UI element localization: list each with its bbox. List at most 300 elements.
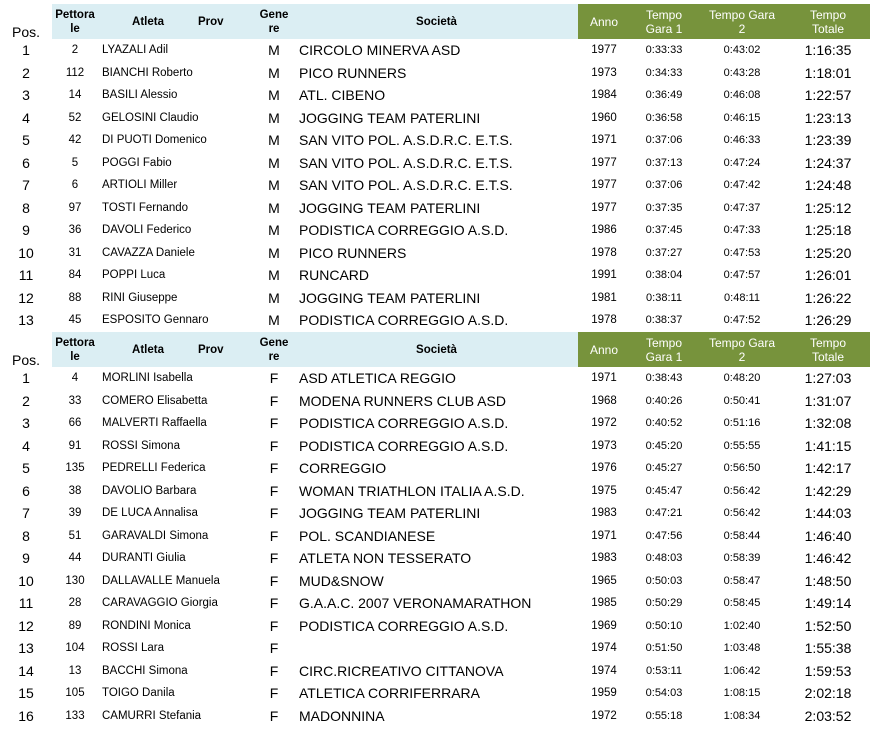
cell-bib-number: 66: [68, 417, 82, 430]
result-row: [0, 264, 870, 287]
header-athlete: Atleta: [98, 4, 198, 39]
cell-time-race2: 0:46:15: [723, 111, 761, 124]
header-time2: Tempo Gara 2: [698, 332, 786, 367]
result-row: [0, 615, 870, 638]
cell-position: 3: [22, 415, 30, 432]
cell-year: 1968: [591, 394, 617, 407]
cell-position: 5: [22, 132, 30, 149]
cell-position: 9: [22, 222, 30, 239]
cell-total-time: 1:32:08: [804, 415, 852, 432]
cell-gender: F: [269, 437, 279, 454]
cell-club: JOGGING TEAM PATERLINI: [299, 109, 481, 126]
cell-gender: F: [269, 662, 279, 679]
cell-year: 1974: [591, 642, 617, 655]
cell-bib-number: 88: [68, 291, 82, 304]
cell-year: 1985: [591, 597, 617, 610]
cell-gender: M: [268, 267, 280, 284]
cell-total-time: 2:02:18: [804, 685, 852, 702]
cell-athlete-name: DI PUOTI Domenico: [102, 134, 207, 147]
cell-year: 1965: [591, 574, 617, 587]
cell-club: MODENA RUNNERS CLUB ASD: [299, 392, 506, 409]
cell-year: 1981: [591, 291, 617, 304]
cell-position: 10: [18, 244, 34, 261]
cell-total-time: 1:44:03: [804, 505, 852, 522]
cell-club: PICO RUNNERS: [299, 244, 407, 261]
cell-athlete-name: RONDINI Monica: [102, 619, 191, 632]
cell-athlete-name: ROSSI Lara: [102, 642, 164, 655]
cell-gender: F: [269, 415, 279, 432]
cell-year: 1977: [591, 44, 617, 57]
cell-year: 1969: [591, 619, 617, 632]
cell-total-time: 1:25:18: [804, 222, 852, 239]
cell-club: CIRCOLO MINERVA ASD: [299, 42, 461, 59]
cell-gender: M: [268, 199, 280, 216]
cell-year: 1984: [591, 89, 617, 102]
cell-athlete-name: CARAVAGGIO Giorgia: [102, 597, 218, 610]
cell-gender: F: [269, 392, 279, 409]
cell-position: 4: [22, 437, 30, 454]
cell-total-time: 1:16:35: [804, 42, 852, 59]
cell-time-race1: 0:51:50: [645, 642, 683, 655]
cell-province: [198, 682, 253, 705]
cell-athlete-name: ESPOSITO Gennaro: [102, 314, 209, 327]
cell-position: 15: [18, 685, 34, 702]
cell-bib-number: 6: [71, 179, 79, 192]
cell-total-time: 1:42:29: [804, 482, 852, 499]
cell-athlete-name: GELOSINI Claudio: [102, 111, 199, 124]
result-row: [0, 502, 870, 525]
cell-total-time: 1:49:14: [804, 595, 852, 612]
cell-club: WOMAN TRIATHLON ITALIA A.S.D.: [299, 482, 525, 499]
cell-total-time: 1:26:01: [804, 267, 852, 284]
result-row: [0, 435, 870, 458]
cell-bib-number: 97: [68, 201, 82, 214]
header-year: Anno: [578, 4, 630, 39]
cell-athlete-name: MALVERTI Raffaella: [102, 417, 207, 430]
cell-province: [198, 547, 253, 570]
header-bib: Pettora le: [52, 332, 98, 367]
cell-position: 2: [22, 64, 30, 81]
result-row: [0, 682, 870, 705]
cell-time-race1: 0:37:06: [645, 134, 683, 147]
cell-bib-number: 84: [68, 269, 82, 282]
cell-bib-number: 33: [68, 394, 82, 407]
header-year: Anno: [578, 332, 630, 367]
cell-club: POL. SCANDIANESE: [299, 527, 436, 544]
cell-total-time: 1:48:50: [804, 572, 852, 589]
header-time2: Tempo Gara 2: [698, 4, 786, 39]
cell-bib-number: 14: [68, 89, 82, 102]
cell-club: JOGGING TEAM PATERLINI: [299, 289, 481, 306]
men-header-row: [0, 4, 870, 39]
cell-total-time: 1:24:48: [804, 177, 852, 194]
cell-position: 1: [22, 42, 30, 59]
cell-total-time: 1:23:13: [804, 109, 852, 126]
cell-total-time: 1:46:40: [804, 527, 852, 544]
cell-year: 1971: [591, 134, 617, 147]
cell-province: [198, 660, 253, 683]
cell-time-race1: 0:54:03: [645, 687, 683, 700]
header-pos: Pos.: [11, 24, 40, 40]
cell-gender: M: [268, 109, 280, 126]
cell-province: [198, 39, 253, 62]
cell-athlete-name: DAVOLI Federico: [102, 224, 192, 237]
cell-position: 8: [22, 527, 30, 544]
cell-club: SAN VITO POL. A.S.D.R.C. E.T.S.: [299, 154, 513, 171]
cell-position: 5: [22, 460, 30, 477]
header-total: Tempo Totale: [786, 4, 870, 39]
cell-bib-number: 38: [68, 484, 82, 497]
cell-province: [198, 62, 253, 85]
cell-province: [198, 705, 253, 728]
cell-time-race1: 0:38:43: [645, 372, 683, 385]
cell-year: 1983: [591, 552, 617, 565]
cell-year: 1972: [591, 417, 617, 430]
cell-year: 1978: [591, 246, 617, 259]
result-row: [0, 480, 870, 503]
cell-time-race2: 0:50:41: [723, 394, 761, 407]
cell-club: CIRC.RICREATIVO CITTANOVA: [299, 662, 504, 679]
cell-bib-number: 5: [71, 156, 79, 169]
cell-athlete-name: TOIGO Danila: [102, 687, 175, 700]
cell-year: 1973: [591, 66, 617, 79]
cell-time-race2: 0:47:37: [723, 201, 761, 214]
cell-time-race1: 0:45:27: [645, 462, 683, 475]
cell-bib-number: 104: [65, 642, 85, 655]
cell-time-race1: 0:38:37: [645, 314, 683, 327]
cell-time-race1: 0:50:10: [645, 619, 683, 632]
result-row: [0, 367, 870, 390]
header-time1: Tempo Gara 1: [630, 332, 698, 367]
cell-gender: M: [268, 154, 280, 171]
cell-time-race2: 0:47:57: [723, 269, 761, 282]
cell-bib-number: 2: [71, 44, 79, 57]
cell-gender: F: [269, 640, 279, 657]
cell-position: 16: [18, 707, 34, 724]
cell-gender: M: [268, 289, 280, 306]
cell-club: PODISTICA CORREGGIO A.S.D.: [299, 312, 509, 329]
result-row: [0, 547, 870, 570]
result-row: [0, 570, 870, 593]
cell-time-race2: 0:48:20: [723, 372, 761, 385]
cell-time-race1: 0:40:52: [645, 417, 683, 430]
cell-athlete-name: CAMURRI Stefania: [102, 709, 202, 722]
cell-position: 3: [22, 87, 30, 104]
cell-year: 1977: [591, 156, 617, 169]
cell-time-race2: 0:56:42: [723, 507, 761, 520]
header-prov: Prov: [198, 332, 253, 367]
cell-position: 13: [18, 312, 34, 329]
cell-bib-number: 45: [68, 314, 82, 327]
cell-time-race2: 0:46:33: [723, 134, 761, 147]
cell-total-time: 1:41:15: [804, 437, 852, 454]
cell-athlete-name: BASILI Alessio: [102, 89, 178, 102]
cell-position: 12: [18, 617, 34, 634]
result-row: [0, 62, 870, 85]
cell-position: 12: [18, 289, 34, 306]
cell-year: 1976: [591, 462, 617, 475]
cell-time-race1: 0:37:06: [645, 179, 683, 192]
result-row: [0, 592, 870, 615]
cell-province: [198, 637, 253, 660]
cell-position: 4: [22, 109, 30, 126]
cell-total-time: 1:22:57: [804, 87, 852, 104]
cell-bib-number: 91: [68, 439, 82, 452]
result-row: [0, 152, 870, 175]
header-gender: Gene re: [253, 4, 295, 39]
cell-time-race2: 1:08:34: [723, 709, 761, 722]
cell-gender: F: [269, 370, 279, 387]
cell-time-race2: 1:08:15: [723, 687, 761, 700]
cell-athlete-name: POPPI Luca: [102, 269, 166, 282]
result-row: [0, 219, 870, 242]
cell-year: 1975: [591, 484, 617, 497]
header-club: Società: [295, 332, 578, 367]
cell-time-race1: 0:40:26: [645, 394, 683, 407]
header-total: Tempo Totale: [786, 332, 870, 367]
cell-time-race2: 0:47:52: [723, 314, 761, 327]
cell-club: ATLETA NON TESSERATO: [299, 550, 472, 567]
cell-position: 2: [22, 392, 30, 409]
cell-time-race1: 0:45:20: [645, 439, 683, 452]
result-row: [0, 197, 870, 220]
cell-bib-number: 130: [65, 574, 85, 587]
cell-time-race1: 0:55:18: [645, 709, 683, 722]
cell-time-race1: 0:33:33: [645, 44, 683, 57]
cell-bib-number: 133: [65, 709, 85, 722]
cell-gender: F: [269, 527, 279, 544]
result-row: [0, 129, 870, 152]
cell-bib-number: 105: [65, 687, 85, 700]
cell-year: 1991: [591, 269, 617, 282]
cell-time-race2: 0:47:42: [723, 179, 761, 192]
cell-athlete-name: BIANCHI Roberto: [102, 66, 193, 79]
cell-year: 1960: [591, 111, 617, 124]
cell-time-race2: 0:58:44: [723, 529, 761, 542]
result-row: [0, 637, 870, 660]
cell-year: 1977: [591, 179, 617, 192]
cell-province: [198, 84, 253, 107]
cell-position: 11: [18, 595, 34, 612]
cell-athlete-name: PEDRELLI Federica: [102, 462, 206, 475]
cell-time-race2: 1:03:48: [723, 642, 761, 655]
cell-total-time: 1:42:17: [804, 460, 852, 477]
cell-bib-number: 13: [68, 664, 82, 677]
header-bib: Pettora le: [52, 4, 98, 39]
cell-club: PODISTICA CORREGGIO A.S.D.: [299, 617, 509, 634]
cell-club: PODISTICA CORREGGIO A.S.D.: [299, 415, 509, 432]
result-row: [0, 412, 870, 435]
cell-gender: M: [268, 177, 280, 194]
cell-province: [198, 502, 253, 525]
women-results-table: [0, 332, 870, 727]
cell-time-race2: 0:47:24: [723, 156, 761, 169]
cell-province: [198, 367, 253, 390]
result-row: [0, 242, 870, 265]
cell-club: PODISTICA CORREGGIO A.S.D.: [299, 222, 509, 239]
cell-province: [198, 264, 253, 287]
cell-time-race1: 0:37:13: [645, 156, 683, 169]
cell-athlete-name: DURANTI Giulia: [102, 552, 186, 565]
cell-gender: M: [268, 87, 280, 104]
cell-club: ATLETICA CORRIFERRARA: [299, 685, 480, 702]
cell-gender: F: [269, 505, 279, 522]
cell-time-race1: 0:37:45: [645, 224, 683, 237]
result-row: [0, 84, 870, 107]
cell-athlete-name: BACCHI Simona: [102, 664, 188, 677]
cell-year: 1983: [591, 507, 617, 520]
cell-bib-number: 52: [68, 111, 82, 124]
cell-time-race2: 0:56:42: [723, 484, 761, 497]
cell-year: 1959: [591, 687, 617, 700]
cell-club: CORREGGIO: [299, 460, 387, 477]
result-row: [0, 287, 870, 310]
cell-time-race1: 0:47:56: [645, 529, 683, 542]
cell-bib-number: 31: [68, 246, 82, 259]
cell-bib-number: 42: [68, 134, 82, 147]
cell-time-race2: 0:46:08: [723, 89, 761, 102]
cell-club: ASD ATLETICA REGGIO: [299, 370, 456, 387]
cell-time-race2: 0:55:55: [723, 439, 761, 452]
result-row: [0, 705, 870, 728]
cell-province: [198, 615, 253, 638]
cell-province: [198, 457, 253, 480]
cell-position: 8: [22, 199, 30, 216]
cell-position: 13: [18, 640, 34, 657]
cell-gender: F: [269, 460, 279, 477]
cell-club: MUD&SNOW: [299, 572, 384, 589]
cell-province: [198, 480, 253, 503]
cell-bib-number: 44: [68, 552, 82, 565]
header-gender: Gene re: [253, 332, 295, 367]
cell-athlete-name: GARAVALDI Simona: [102, 529, 209, 542]
cell-athlete-name: MORLINI Isabella: [102, 372, 193, 385]
cell-province: [198, 435, 253, 458]
women-header-row: [0, 332, 870, 367]
cell-club: PODISTICA CORREGGIO A.S.D.: [299, 437, 509, 454]
cell-province: [198, 174, 253, 197]
header-pos: Pos.: [11, 352, 40, 368]
cell-gender: F: [269, 707, 279, 724]
cell-province: [198, 197, 253, 220]
cell-time-race1: 0:48:03: [645, 552, 683, 565]
cell-time-race2: 0:58:47: [723, 574, 761, 587]
cell-time-race2: 1:02:40: [723, 619, 761, 632]
cell-club: SAN VITO POL. A.S.D.R.C. E.T.S.: [299, 177, 513, 194]
cell-year: 1986: [591, 224, 617, 237]
result-row: [0, 457, 870, 480]
cell-time-race2: 0:47:33: [723, 224, 761, 237]
cell-time-race2: 0:48:11: [724, 291, 760, 304]
cell-time-race1: 0:47:21: [645, 507, 683, 520]
cell-club: RUNCARD: [299, 267, 369, 284]
men-results-table: [0, 4, 870, 332]
cell-time-race2: 0:51:16: [723, 417, 761, 430]
cell-time-race1: 0:36:49: [645, 89, 683, 102]
cell-position: 9: [22, 550, 30, 567]
cell-total-time: 1:59:53: [804, 662, 852, 679]
cell-club: ATL. CIBENO: [299, 87, 386, 104]
header-prov: Prov: [198, 4, 253, 39]
cell-gender: M: [268, 64, 280, 81]
cell-athlete-name: COMERO Elisabetta: [102, 394, 208, 407]
result-row: [0, 107, 870, 130]
cell-province: [198, 152, 253, 175]
result-row: [0, 39, 870, 62]
cell-time-race2: 0:56:50: [723, 462, 761, 475]
header-athlete: Atleta: [98, 332, 198, 367]
cell-gender: F: [269, 617, 279, 634]
cell-gender: M: [268, 244, 280, 261]
cell-time-race2: 0:58:39: [723, 552, 761, 565]
cell-gender: M: [268, 312, 280, 329]
cell-gender: F: [269, 595, 279, 612]
cell-time-race1: 0:37:35: [645, 201, 683, 214]
cell-bib-number: 135: [65, 462, 85, 475]
cell-athlete-name: DALLAVALLE Manuela: [102, 574, 220, 587]
cell-total-time: 1:26:29: [804, 312, 852, 329]
cell-total-time: 1:27:03: [804, 370, 852, 387]
cell-position: 7: [22, 177, 30, 194]
cell-position: 14: [18, 662, 34, 679]
cell-gender: M: [268, 132, 280, 149]
cell-club: PICO RUNNERS: [299, 64, 407, 81]
cell-province: [198, 219, 253, 242]
cell-athlete-name: TOSTI Fernando: [102, 201, 189, 214]
cell-time-race1: 0:38:04: [645, 269, 683, 282]
result-row: [0, 174, 870, 197]
cell-athlete-name: ROSSI Simona: [102, 439, 180, 452]
cell-position: 11: [18, 267, 34, 284]
header-club: Società: [295, 4, 578, 39]
cell-year: 1974: [591, 664, 617, 677]
result-row: [0, 390, 870, 413]
cell-gender: F: [269, 572, 279, 589]
cell-time-race2: 0:43:02: [723, 44, 761, 57]
cell-time-race2: 0:43:28: [723, 66, 761, 79]
cell-gender: F: [269, 550, 279, 567]
cell-total-time: 1:55:38: [804, 640, 852, 657]
cell-total-time: 1:31:07: [804, 392, 852, 409]
cell-time-race1: 0:38:11: [646, 291, 682, 304]
cell-athlete-name: ARTIOLI Miller: [102, 179, 178, 192]
cell-athlete-name: LYAZALI Adil: [102, 44, 169, 57]
cell-gender: M: [268, 222, 280, 239]
result-row: [0, 525, 870, 548]
cell-bib-number: 4: [71, 372, 79, 385]
cell-total-time: 1:52:50: [804, 617, 852, 634]
cell-total-time: 1:24:37: [804, 154, 852, 171]
cell-year: 1973: [591, 439, 617, 452]
cell-athlete-name: CAVAZZA Daniele: [102, 246, 195, 259]
cell-time-race1: 0:45:47: [645, 484, 683, 497]
cell-position: 1: [22, 370, 30, 387]
cell-athlete-name: DAVOLIO Barbara: [102, 484, 197, 497]
cell-province: [198, 242, 253, 265]
cell-position: 10: [18, 572, 34, 589]
cell-position: 6: [22, 154, 30, 171]
cell-total-time: 1:25:20: [804, 244, 852, 261]
cell-time-race2: 1:06:42: [723, 664, 761, 677]
cell-time-race2: 0:47:53: [723, 246, 761, 259]
cell-time-race1: 0:53:11: [646, 664, 682, 677]
cell-time-race1: 0:37:27: [645, 246, 683, 259]
cell-bib-number: 36: [68, 224, 82, 237]
cell-year: 1971: [591, 372, 617, 385]
result-row: [0, 309, 870, 332]
cell-time-race1: 0:50:03: [645, 574, 683, 587]
cell-club: [295, 637, 578, 660]
